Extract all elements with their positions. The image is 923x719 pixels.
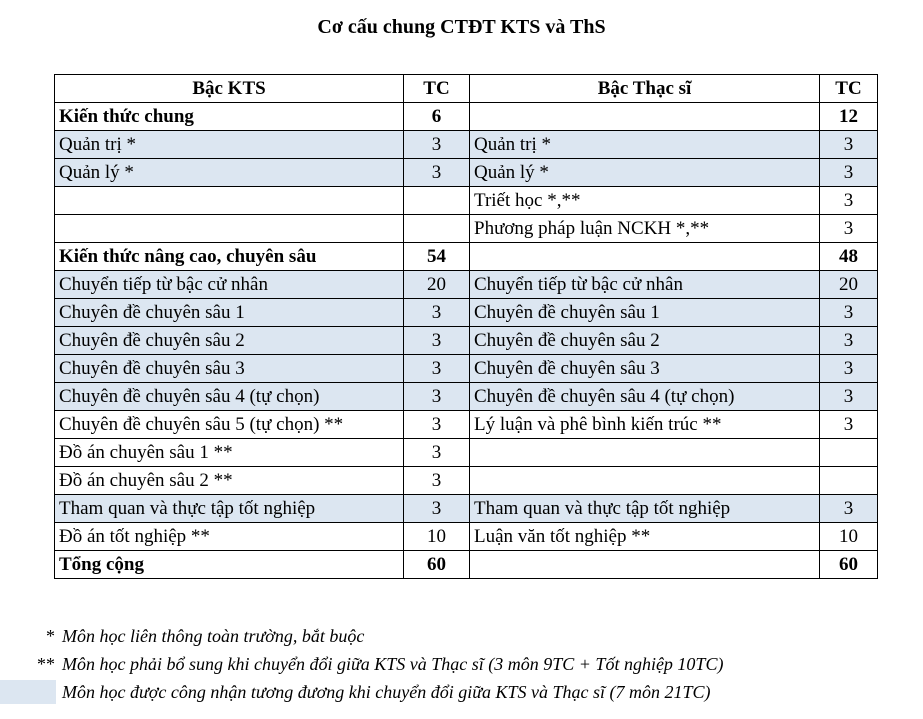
kts-credit-cell: 6: [404, 103, 470, 131]
ths-credit-cell: 20: [820, 271, 878, 299]
kts-credit-cell: 3: [404, 383, 470, 411]
ths-subject-cell: [470, 103, 820, 131]
legend-row-star: [0, 622, 923, 650]
kts-credit-cell: 54: [404, 243, 470, 271]
kts-credit-cell: 10: [404, 523, 470, 551]
ths-subject-cell: Quản lý *: [470, 159, 820, 187]
ths-subject-cell: [470, 439, 820, 467]
header-ths: Bậc Thạc sĩ: [470, 75, 820, 103]
ths-subject-cell: Chuyên đề chuyên sâu 2: [470, 327, 820, 355]
ths-subject-cell: Tham quan và thực tập tốt nghiệp: [470, 495, 820, 523]
header-ths-tc: TC: [820, 75, 878, 103]
kts-credit-cell: 3: [404, 495, 470, 523]
ths-credit-cell: 3: [820, 355, 878, 383]
ths-credit-cell: [820, 467, 878, 495]
kts-subject-cell: Quản lý *: [55, 159, 404, 187]
kts-subject-cell: Tham quan và thực tập tốt nghiệp: [55, 495, 404, 523]
kts-subject-cell: Chuyên đề chuyên sâu 3: [55, 355, 404, 383]
table-row: [55, 327, 878, 355]
ths-credit-cell: 12: [820, 103, 878, 131]
kts-credit-cell: 60: [404, 551, 470, 579]
ths-subject-cell: Quản trị *: [470, 131, 820, 159]
kts-subject-cell: Chuyên đề chuyên sâu 4 (tự chọn): [55, 383, 404, 411]
table-row: [55, 299, 878, 327]
ths-credit-cell: [820, 439, 878, 467]
table-row: [55, 271, 878, 299]
ths-credit-cell: 3: [820, 411, 878, 439]
table-row: [55, 383, 878, 411]
table-row: [55, 159, 878, 187]
legend-highlight-text: Môn học được công nhận tương đương khi chuyển đổi giữa KTS và Thạc sĩ (7 môn 21TC): [62, 682, 711, 702]
ths-credit-cell: 3: [820, 159, 878, 187]
table-row: [55, 411, 878, 439]
ths-credit-cell: 3: [820, 327, 878, 355]
kts-credit-cell: 3: [404, 327, 470, 355]
page-title: Cơ cấu chung CTĐT KTS và ThS: [317, 16, 606, 38]
kts-credit-cell: [404, 215, 470, 243]
legend: [0, 622, 923, 706]
kts-subject-cell: Tổng cộng: [55, 551, 404, 579]
table-row: [55, 495, 878, 523]
legend-double-star-symbol: **: [37, 654, 55, 674]
ths-subject-cell: Chuyên đề chuyên sâu 4 (tự chọn): [470, 383, 820, 411]
ths-subject-cell: Lý luận và phê bình kiến trúc **: [470, 411, 820, 439]
legend-star-symbol: *: [46, 626, 55, 646]
legend-row-double-star: [0, 650, 923, 678]
kts-subject-cell: Quản trị *: [55, 131, 404, 159]
kts-credit-cell: 3: [404, 131, 470, 159]
kts-subject-cell: Đồ án tốt nghiệp **: [55, 523, 404, 551]
ths-subject-cell: [470, 467, 820, 495]
table-row: [55, 355, 878, 383]
table-row: [55, 103, 878, 131]
ths-credit-cell: 3: [820, 299, 878, 327]
ths-subject-cell: Chuyển tiếp từ bậc cử nhân: [470, 271, 820, 299]
kts-subject-cell: Kiến thức chung: [55, 103, 404, 131]
kts-subject-cell: [55, 187, 404, 215]
legend-highlight-swatch: [0, 680, 56, 704]
ths-credit-cell: 3: [820, 495, 878, 523]
kts-credit-cell: 3: [404, 439, 470, 467]
kts-subject-cell: Kiến thức nâng cao, chuyên sâu: [55, 243, 404, 271]
ths-credit-cell: 10: [820, 523, 878, 551]
table-row: [55, 187, 878, 215]
table-row: [55, 215, 878, 243]
ths-credit-cell: 3: [820, 187, 878, 215]
ths-subject-cell: Chuyên đề chuyên sâu 3: [470, 355, 820, 383]
table-row: [55, 243, 878, 271]
ths-credit-cell: 3: [820, 383, 878, 411]
legend-double-star-text: Môn học phải bổ sung khi chuyển đổi giữa KTS và Thạc sĩ (3 môn 9TC + Tốt nghiệp 10TC): [62, 654, 724, 674]
curriculum-table: [54, 74, 878, 579]
kts-subject-cell: Chuyên đề chuyên sâu 2: [55, 327, 404, 355]
ths-credit-cell: 3: [820, 215, 878, 243]
table-header-row: [55, 75, 878, 103]
kts-credit-cell: 20: [404, 271, 470, 299]
table-row: [55, 439, 878, 467]
ths-credit-cell: 3: [820, 131, 878, 159]
header-kts: Bậc KTS: [55, 75, 404, 103]
kts-subject-cell: Đồ án chuyên sâu 1 **: [55, 439, 404, 467]
ths-subject-cell: Luận văn tốt nghiệp **: [470, 523, 820, 551]
ths-subject-cell: Chuyên đề chuyên sâu 1: [470, 299, 820, 327]
kts-subject-cell: Đồ án chuyên sâu 2 **: [55, 467, 404, 495]
kts-credit-cell: [404, 187, 470, 215]
kts-credit-cell: 3: [404, 411, 470, 439]
table-row: [55, 467, 878, 495]
ths-subject-cell: [470, 243, 820, 271]
ths-credit-cell: 48: [820, 243, 878, 271]
kts-credit-cell: 3: [404, 467, 470, 495]
ths-subject-cell: [470, 551, 820, 579]
kts-credit-cell: 3: [404, 355, 470, 383]
ths-credit-cell: 60: [820, 551, 878, 579]
kts-subject-cell: Chuyên đề chuyên sâu 5 (tự chọn) **: [55, 411, 404, 439]
ths-subject-cell: Triết học *,**: [470, 187, 820, 215]
table-row: [55, 523, 878, 551]
kts-subject-cell: Chuyển tiếp từ bậc cử nhân: [55, 271, 404, 299]
table-body: [55, 103, 878, 579]
kts-subject-cell: [55, 215, 404, 243]
kts-subject-cell: Chuyên đề chuyên sâu 1: [55, 299, 404, 327]
legend-star-text: Môn học liên thông toàn trường, bắt buộc: [62, 626, 365, 646]
ths-subject-cell: Phương pháp luận NCKH *,**: [470, 215, 820, 243]
header-kts-tc: TC: [404, 75, 470, 103]
legend-row-highlight: [0, 678, 923, 706]
table-row: [55, 131, 878, 159]
kts-credit-cell: 3: [404, 159, 470, 187]
table-row: [55, 551, 878, 579]
kts-credit-cell: 3: [404, 299, 470, 327]
